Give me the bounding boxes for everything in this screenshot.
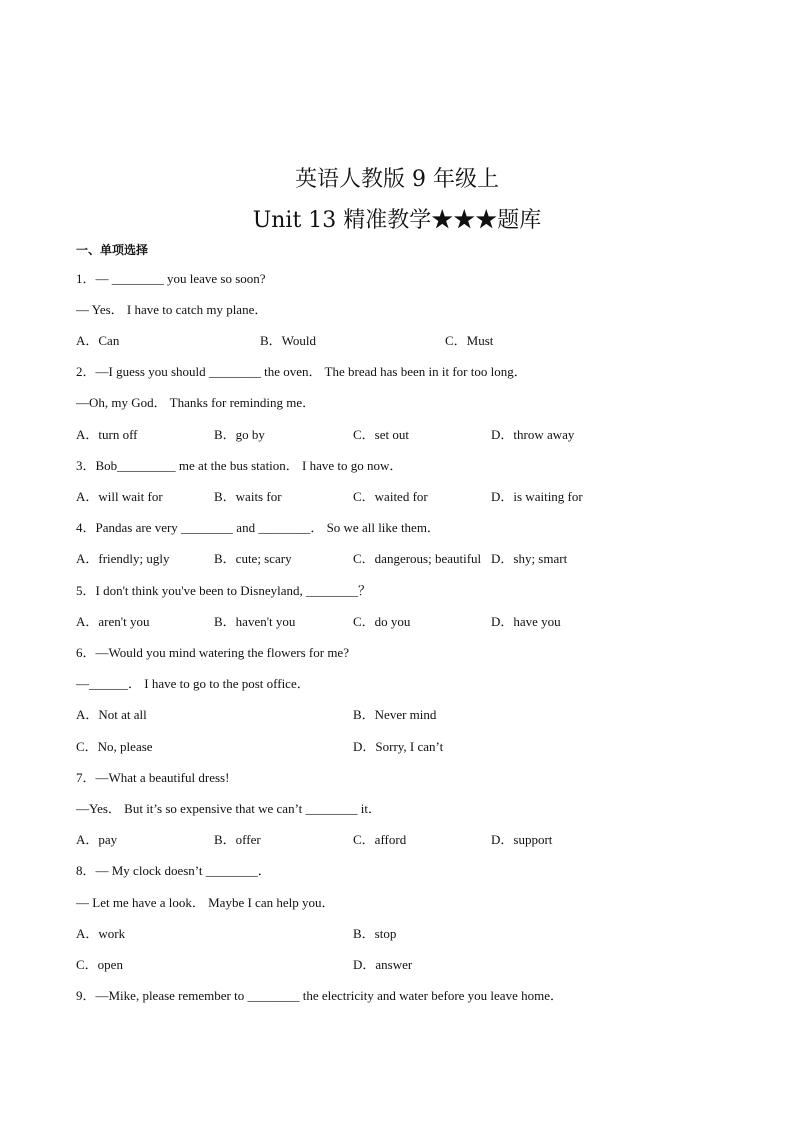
question-2-reply: —Oh, my God． Thanks for reminding me． xyxy=(76,395,316,410)
question-7-option-b: B．offer xyxy=(214,832,261,847)
question-6-option-c: C．No, please xyxy=(76,739,153,754)
question-5-option-b: B．haven't you xyxy=(214,614,296,629)
question-4-stem: 4．Pandas are very ________ and ________． So we all like them． xyxy=(76,520,440,535)
document-title: 英语人教版 9 年级上 xyxy=(295,167,499,192)
question-4-option-c: C．dangerous; beautiful xyxy=(353,551,482,566)
question-8-option-c: C．open xyxy=(76,957,123,972)
question-1-option-c: C．Must xyxy=(445,333,494,348)
question-7-option-c: C．afford xyxy=(353,832,407,847)
question-2-option-c: C．set out xyxy=(353,427,409,442)
question-6-option-b: B．Never mind xyxy=(353,707,437,722)
document-subtitle: Unit 13 精准教学★★★题库 xyxy=(252,208,542,233)
question-5-option-d: D．have you xyxy=(491,614,561,629)
question-5-stem: 5．I don't think you've been to Disneyland, ________？ xyxy=(76,583,371,598)
question-3-option-a: A．will wait for xyxy=(76,489,163,504)
question-7-reply: —Yes． But it’s so expensive that we can’t ________ it． xyxy=(76,801,382,816)
question-7-option-d: D．support xyxy=(491,832,553,847)
section-heading: 一、单项选择 xyxy=(76,243,149,257)
question-1-option-b: B．Would xyxy=(260,333,317,348)
question-7-stem: 7．—What a beautiful dress! xyxy=(76,770,230,785)
question-4-option-d: D．shy; smart xyxy=(491,551,568,566)
question-6-reply: —______． I have to go to the post office． xyxy=(76,676,310,691)
question-2-stem: 2．—I guess you should ________ the oven． The bread has been in it for too long． xyxy=(76,364,527,379)
question-8-reply: — Let me have a look． Maybe I can help you． xyxy=(76,895,335,910)
question-8-stem: 8．— My clock doesn’t ________． xyxy=(76,863,271,878)
question-8-option-b: B．stop xyxy=(353,926,397,941)
question-7-option-a: A．pay xyxy=(76,832,118,847)
question-2-option-b: B．go by xyxy=(214,427,265,442)
question-5-option-c: C．do you xyxy=(353,614,411,629)
question-1-stem: 1．— ________ you leave so soon? xyxy=(76,271,266,286)
question-8-option-a: A．work xyxy=(76,926,126,941)
question-2-option-d: D．throw away xyxy=(491,427,575,442)
question-3-option-b: B．waits for xyxy=(214,489,282,504)
question-8-option-d: D．answer xyxy=(353,957,413,972)
question-4-option-b: B．cute; scary xyxy=(214,551,292,566)
question-3-stem: 3．Bob_________ me at the bus station． I have to go now． xyxy=(76,458,403,473)
question-9-stem: 9．—Mike, please remember to ________ the electricity and water before you leave home． xyxy=(76,988,563,1003)
question-2-option-a: A．turn off xyxy=(76,427,138,442)
question-1-option-a: A．Can xyxy=(76,333,120,348)
question-5-option-a: A．aren't you xyxy=(76,614,150,629)
question-6-option-d: D．Sorry, I can’t xyxy=(353,739,444,754)
question-6-stem: 6．—Would you mind watering the flowers for me? xyxy=(76,645,349,660)
question-6-option-a: A．Not at all xyxy=(76,707,147,722)
question-4-option-a: A．friendly; ugly xyxy=(76,551,170,566)
question-3-option-c: C．waited for xyxy=(353,489,428,504)
question-3-option-d: D．is waiting for xyxy=(491,489,583,504)
question-1-reply: — Yes． I have to catch my plane． xyxy=(76,302,268,317)
